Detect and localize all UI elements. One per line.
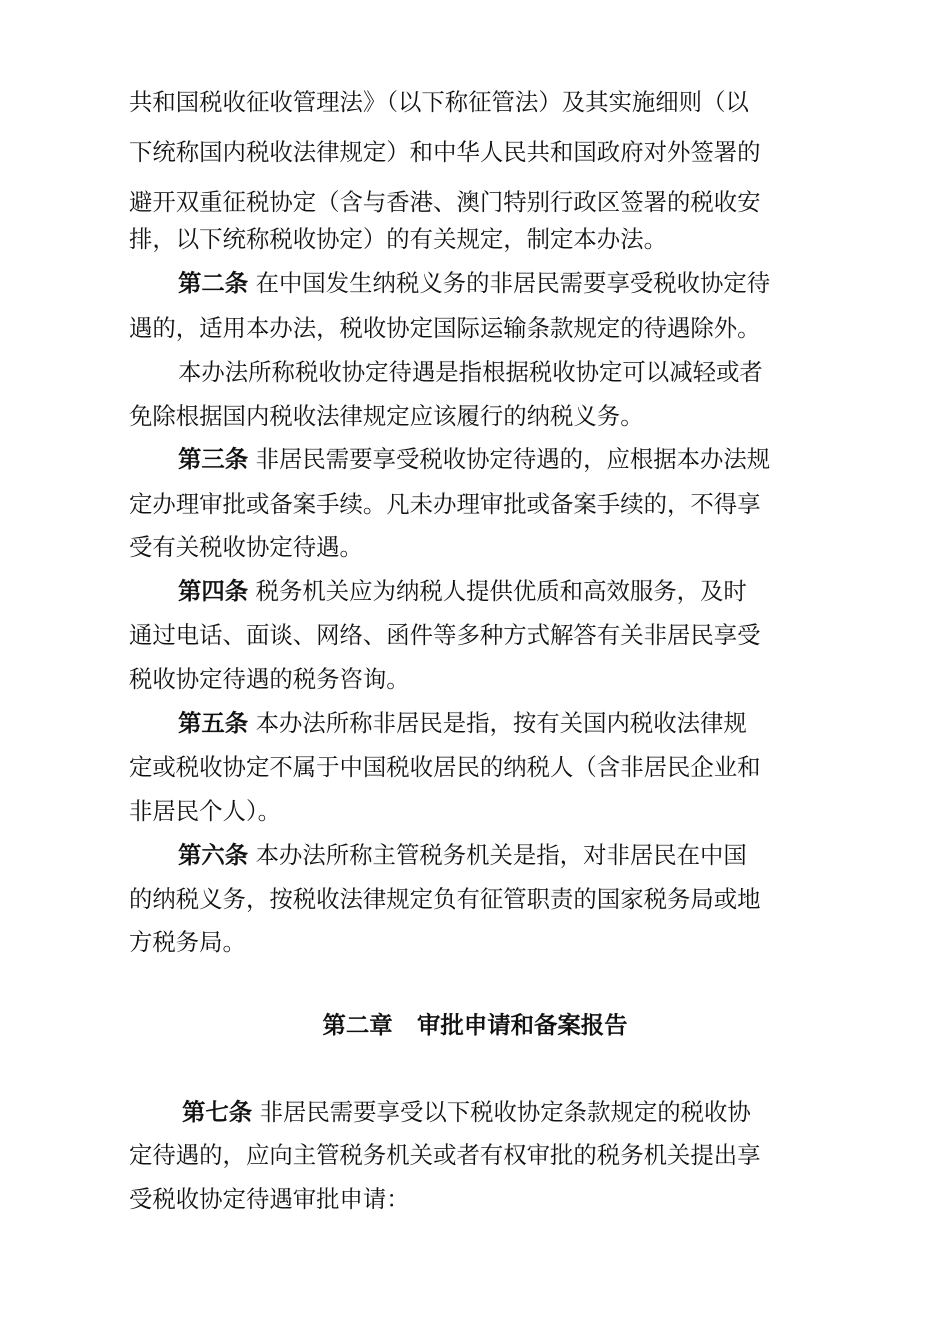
article-4-first-line: [178, 571, 829, 611]
paragraph-line: 本办法所称税收协定待遇是指根据税收协定可以减轻或者: [178, 358, 763, 386]
paragraph-line: 非居民个人）。: [129, 797, 282, 825]
paragraph-line: 定或税收协定不属于中国税收居民的纳税人（含非居民企业和: [129, 753, 761, 781]
article-6-text: 本办法所称主管税务机关是指，对非居民在中国: [248, 841, 747, 869]
article-7-first-line: [182, 1092, 833, 1132]
article-5-first-line: [178, 703, 829, 743]
chapter-heading: 第二章 审批申请和备案报告: [322, 1011, 628, 1039]
article-3-text: 非居民需要享受税收协定待遇的，应根据本办法规: [248, 445, 771, 473]
article-5-text: 本办法所称非居民是指，按有关国内税收法律规: [248, 709, 747, 737]
article-3-first-line: [178, 439, 829, 479]
paragraph-line: 免除根据国内税收法律规定应该履行的纳税义务。: [129, 402, 644, 430]
paragraph-line: 共和国税收征收管理法》（以下称征管法）及其实施细则（以: [129, 88, 749, 116]
article-5-label: 第五条: [178, 709, 249, 737]
paragraph-line: 受有关税收协定待遇。: [129, 533, 363, 561]
paragraph-line: 定待遇的，应向主管税务机关或者有权审批的税务机关提出享: [129, 1141, 761, 1169]
paragraph-line: 定办理审批或备案手续。凡未办理审批或备案手续的，不得享: [129, 490, 761, 518]
article-6-label: 第六条: [178, 841, 249, 869]
article-7-text: 非居民需要享受以下税收协定条款规定的税收协: [252, 1098, 751, 1126]
article-2-first-line: [178, 263, 829, 303]
article-2-text: 在中国发生纳税义务的非居民需要享受税收协定待: [248, 269, 771, 297]
article-3-label: 第三条: [178, 445, 249, 473]
paragraph-line: 排，以下统称税收协定）的有关规定，制定本办法。: [129, 225, 667, 253]
article-7-label: 第七条: [182, 1098, 253, 1126]
paragraph-line: 的纳税义务，按税收法律规定负有征管职责的国家税务局或地: [129, 885, 761, 913]
paragraph-line: 避开双重征税协定（含与香港、澳门特别行政区签署的税收安: [129, 188, 761, 216]
paragraph-line: 方税务局。: [129, 928, 246, 956]
paragraph-line: 受税收协定待遇审批申请：: [129, 1185, 410, 1213]
article-4-label: 第四条: [178, 577, 249, 605]
article-4-text: 税务机关应为纳税人提供优质和高效服务，及时: [248, 577, 747, 605]
paragraph-line: 税收协定待遇的税务咨询。: [129, 665, 410, 693]
paragraph-line: 下统称国内税收法律规定）和中华人民共和国政府对外签署的: [129, 138, 761, 166]
paragraph-line: 遇的，适用本办法，税收协定国际运输条款规定的待遇除外。: [129, 314, 761, 342]
article-2-label: 第二条: [178, 269, 249, 297]
paragraph-line: 通过电话、面谈、网络、函件等多种方式解答有关非居民享受: [129, 621, 761, 649]
article-6-first-line: [178, 835, 829, 875]
